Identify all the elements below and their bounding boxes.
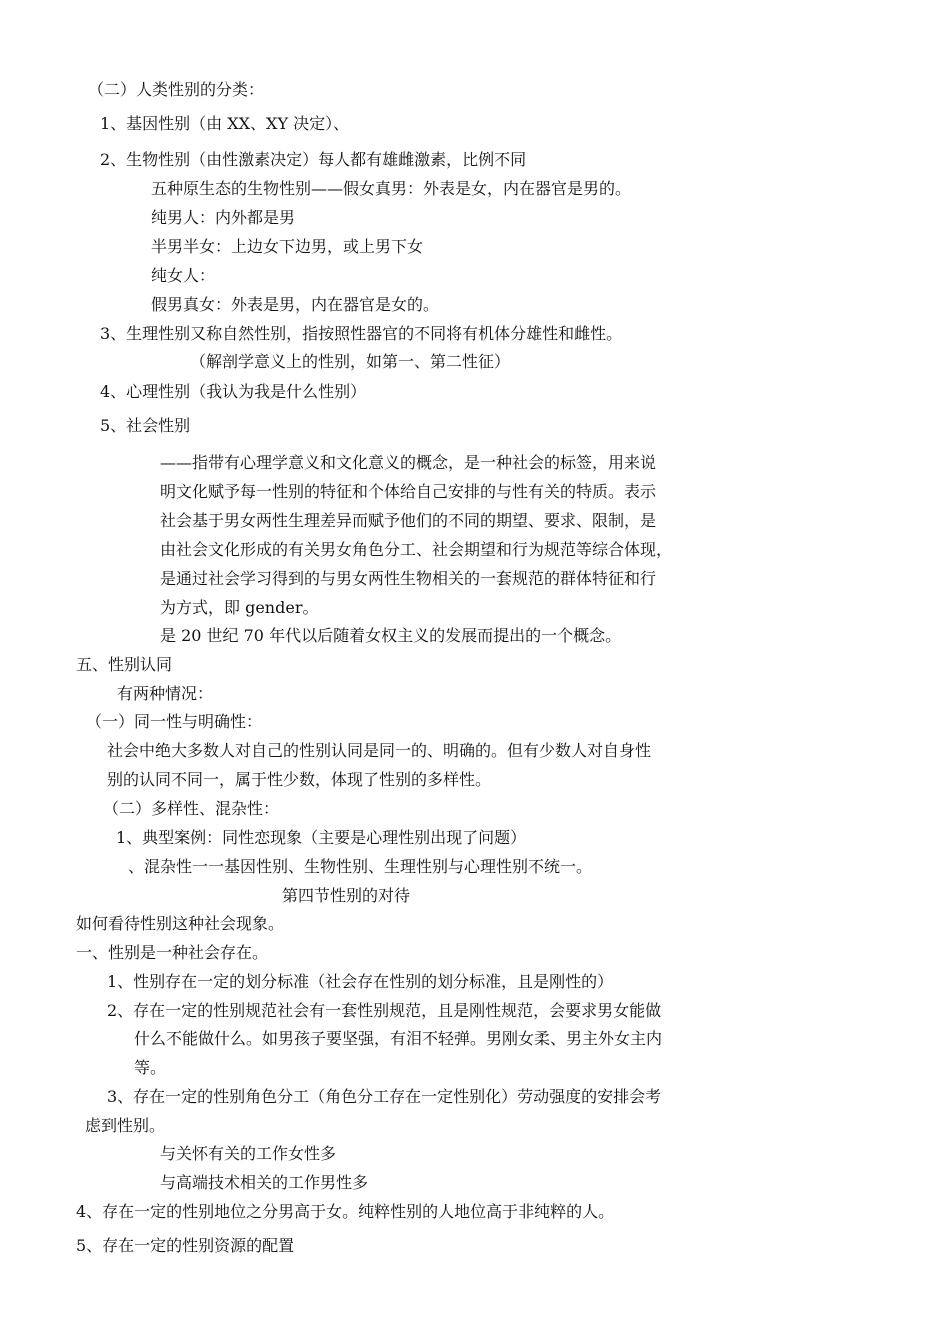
list-item: 5、存在一定的性别资源的配置	[76, 1236, 295, 1255]
section-title: 第四节性别的对待	[282, 886, 411, 905]
text-line: 与高端技术相关的工作男性多	[160, 1173, 369, 1192]
section-heading-social-existence: 一、性别是一种社会存在。	[76, 943, 269, 962]
list-item-biological-gender: 2、生物性别（由性激素决定）每人都有雄雌激素，比例不同	[100, 150, 527, 169]
text-line: 与关怀有关的工作女性多	[160, 1144, 337, 1163]
text-line: 如何看待性别这种社会现象。	[76, 914, 285, 933]
section-heading-gender-identity: 五、性别认同	[76, 655, 173, 674]
text-line: 半男半女：上边女下边男，或上男下女	[151, 237, 424, 256]
text-line: 纯女人：	[151, 266, 216, 285]
list-item-psychological-gender: 4、心理性别（我认为我是什么性别）	[100, 382, 367, 401]
text-line: ——指带有心理学意义和文化意义的概念，是一种社会的标签，用来说	[160, 453, 657, 472]
text-line: 社会中绝大多数人对自己的性别认同是同一的、明确的。但有少数人对自身性	[107, 741, 652, 760]
text-line: （解剖学意义上的性别，如第一、第二性征）	[190, 352, 511, 371]
text-line: 假男真女：外表是男，内在器官是女的。	[151, 295, 440, 314]
text-line: 由社会文化形成的有关男女角色分工、社会期望和行为规范等综合体现，	[160, 540, 673, 559]
text-line: 明文化赋予每一性别的特征和个体给自己安排的与性有关的特质。表示	[160, 482, 657, 501]
text-line: 是通过社会学习得到的与男女两性生物相关的一套规范的群体特征和行	[160, 569, 657, 588]
list-item-physiological-gender: 3、生理性别又称自然性别，指按照性器官的不同将有机体分雄性和雌性。	[100, 324, 623, 343]
section-heading-gender-classification: （二）人类性别的分类：	[88, 80, 265, 99]
list-item-genetic-gender: 1、基因性别（由 XX、XY 决定）、	[100, 114, 350, 133]
text-line: 有两种情况：	[117, 684, 214, 703]
list-item: 4、存在一定的性别地位之分男高于女。纯粹性别的人地位高于非纯粹的人。	[76, 1202, 615, 1221]
text-line: 别的认同不同一，属于性少数，体现了性别的多样性。	[107, 770, 492, 789]
list-item-social-gender: 5、社会性别	[100, 416, 191, 435]
text-line: 虑到性别。	[85, 1116, 166, 1135]
text-line: 为方式，即 gender。	[160, 598, 319, 617]
text-line: 社会基于男女两性生理差异而赋予他们的不同的期望、要求、限制，是	[160, 511, 657, 530]
text-line: 纯男人：内外都是男	[151, 208, 296, 227]
text-line: 、混杂性一一基因性别、生物性别、生理性别与心理性别不统一。	[128, 857, 593, 876]
text-line: 是 20 世纪 70 年代以后随着女权主义的发展而提出的一个概念。	[160, 626, 622, 645]
text-line: 1、典型案例：同性恋现象（主要是心理性别出现了问题）	[116, 828, 527, 847]
text-line: 五种原生态的生物性别——假女真男：外表是女，内在器官是男的。	[151, 179, 632, 198]
text-line: 等。	[134, 1058, 167, 1077]
subsection-heading-diversity: （二）多样性、混杂性：	[103, 799, 280, 818]
subsection-heading-identity-clarity: （一）同一性与明确性：	[86, 712, 263, 731]
list-item: 3、存在一定的性别角色分工（角色分工存在一定性别化）劳动强度的安排会考	[107, 1087, 662, 1106]
text-line: 什么不能做什么。如男孩子要坚强，有泪不轻弹。男刚女柔、男主外女主内	[134, 1029, 663, 1048]
list-item: 2、存在一定的性别规范社会有一套性别规范，且是刚性规范，会要求男女能做	[107, 1001, 662, 1020]
list-item: 1、性别存在一定的划分标准（社会存在性别的划分标准，且是刚性的）	[107, 972, 614, 991]
